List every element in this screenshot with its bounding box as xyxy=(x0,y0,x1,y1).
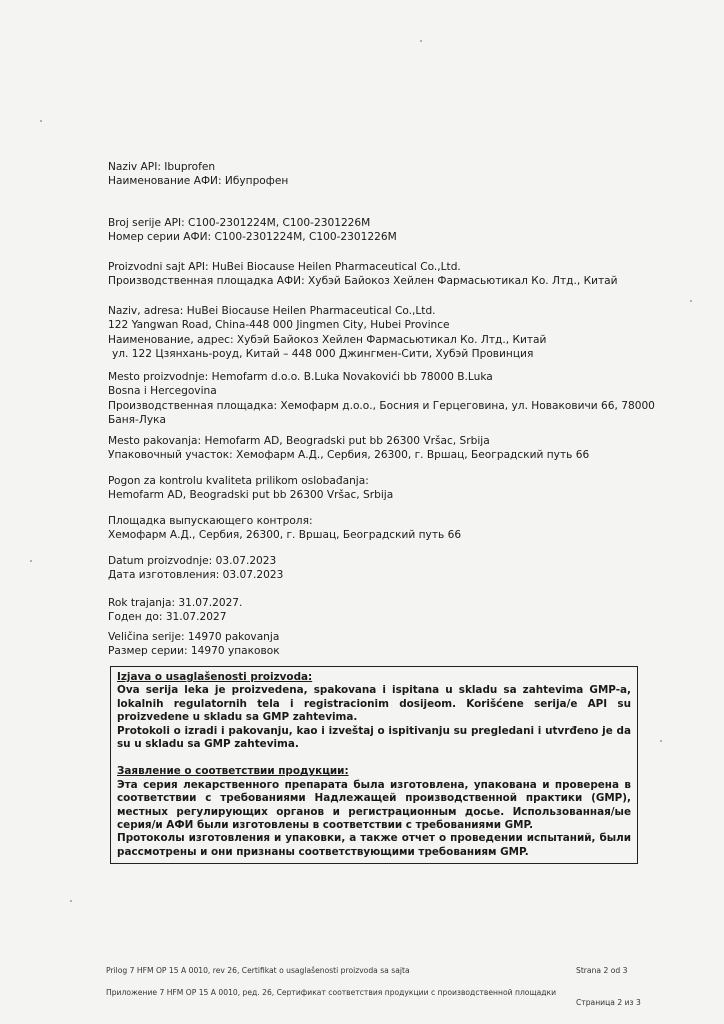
scan-speck xyxy=(660,740,662,742)
api-name-block xyxy=(108,160,288,189)
address-line-2: 122 Yangwan Road, China-448 000 Jingmen City, Hubei Province xyxy=(108,319,450,332)
batch-number-sr: Broj serije API: C100-2301224M, C100-2301226M xyxy=(108,217,371,229)
scan-speck xyxy=(70,900,72,902)
expiry-block xyxy=(108,596,242,625)
manufacture-place-line-1: Mesto proizvodnje: Hemofarm d.o.o. B.Luka Novakovići bb 78000 B.Luka xyxy=(108,371,493,383)
packaging-line-1: Mesto pakovanja: Hemofarm AD, Beogradski put bb 26300 Vršac, Srbija xyxy=(108,435,490,447)
batch-size-block xyxy=(108,630,280,659)
manufacture-place-line-3: Производственная площадка: Хемофарм д.о.о., Босния и Герцеговина, ул. Новаковичи 66, 78000 xyxy=(108,399,655,412)
declaration-paragraph-sr-2: Protokoli o izradi i pakovanju, kao i izveštaj o ispitivanju su pregledani i utvrđeno je da su u skladu sa GMP zahtevima. xyxy=(117,724,631,751)
api-site-block xyxy=(108,260,618,289)
qc-release-line-1: Pogon za kontrolu kvaliteta prilikom oslobađanja: xyxy=(108,475,369,487)
scan-speck xyxy=(420,40,422,42)
release-site-line-2: Хемофарм А.Д., Сербия, 26300, г. Вршац, Београдский путь 66 xyxy=(108,529,462,542)
declaration-paragraph-ru-1: Эта серия лекарственного препарата была изготовлена, упакована и проверена в соответствии с требованиями Надлежащей производственной практики (GMP), местных регулирующих органов и регистрационным досье. Использованная/ые серия/и АФИ были изготовлены в соответствии с требованиями GMP. xyxy=(117,778,631,832)
api-name-sr: Naziv API: Ibuprofen xyxy=(108,161,216,173)
batch-size-ru: Размер серии: 14970 упаковок xyxy=(108,645,280,658)
declaration-box xyxy=(110,666,638,864)
api-site-sr: Proizvodni sajt API: HuBei Biocause Heilen Pharmaceutical Co.,Ltd. xyxy=(108,261,461,273)
declaration-paragraph-ru-2: Протоколы изготовления и упаковки, а также отчет о проведении испытаний, были рассмотрены и они признаны соответствующими требованиям GMP. xyxy=(117,832,631,858)
expiry-sr: Rok trajanja: 31.07.2027. xyxy=(108,597,243,609)
scan-speck xyxy=(30,560,32,562)
release-site-line-1: Площадка выпускающего контроля: xyxy=(108,515,313,527)
manufacture-place-line-4: Баня-Лука xyxy=(108,414,167,427)
address-line-3: Наименование, адрес: Хубэй Байокоз Хейлен Фармасьютикал Ко. Лтд., Китай xyxy=(108,333,547,346)
declaration-heading-ru: Заявление о соответствии продукции: xyxy=(117,765,349,778)
expiry-ru: Годен до: 31.07.2027 xyxy=(108,611,227,624)
manufacture-date-ru: Дата изготовления: 03.07.2023 xyxy=(108,569,284,582)
qc-release-line-2: Hemofarm AD, Beogradski put bb 26300 Vršac, Srbija xyxy=(108,489,394,502)
qc-release-block xyxy=(108,474,393,503)
scan-speck xyxy=(40,120,42,122)
api-name-ru: Наименование АФИ: Ибупрофен xyxy=(108,175,289,188)
address-line-4: ул. 122 Цзянхань-роуд, Китай – 448 000 Джингмен-Сити, Хубэй Провинция xyxy=(112,348,534,361)
batch-number-ru: Номер серии АФИ: C100-2301224M, C100-2301226M xyxy=(108,231,397,244)
address-line-1: Naziv, adresa: HuBei Biocause Heilen Pharmaceutical Co.,Ltd. xyxy=(108,305,436,317)
batch-size-sr: Veličina serije: 14970 pakovanja xyxy=(108,631,280,643)
api-site-ru: Производственная площадка АФИ: Хубэй Байокоз Хейлен Фармасьютикал Ко. Лтд., Китай xyxy=(108,275,618,288)
footer-sr-left: Prilog 7 HFM OP 15 A 0010, rev 26, Certifikat o usaglašenosti proizvoda sa sajta xyxy=(106,966,410,975)
scan-speck xyxy=(690,300,692,302)
address-block xyxy=(108,304,546,362)
footer-ru-page: Страница 2 из 3 xyxy=(576,998,641,1007)
manufacture-place-block xyxy=(108,370,655,428)
declaration-paragraph-sr-1: Ova serija leka je proizvedena, spakovana i ispitana u skladu sa zahtevima GMP-a, lokalnih regulatornih tela i registracionim dosijeom. Korišćene serija/e API su proizvedene u skladu sa GMP zahtevima. xyxy=(117,684,631,724)
manufacture-place-line-2: Bosna i Hercegovina xyxy=(108,385,217,398)
manufacture-date-sr: Datum proizvodnje: 03.07.2023 xyxy=(108,555,277,567)
declaration-spacer xyxy=(117,751,631,765)
declaration-heading-sr: Izjava o usaglašenosti proizvoda: xyxy=(117,671,313,683)
batch-number-block xyxy=(108,216,397,245)
footer-sr-page: Strana 2 od 3 xyxy=(576,966,628,975)
footer-ru-left: Приложение 7 НFM OP 15 A 0010, ред. 26, Сертификат соответствия продукции с производственной площадки xyxy=(106,988,557,997)
release-site-block xyxy=(108,514,461,543)
manufacture-date-block xyxy=(108,554,283,583)
packaging-line-2: Упаковочный участок: Хемофарм А.Д., Сербия, 26300, г. Вршац, Београдский путь 66 xyxy=(108,449,590,462)
packaging-block xyxy=(108,434,589,463)
